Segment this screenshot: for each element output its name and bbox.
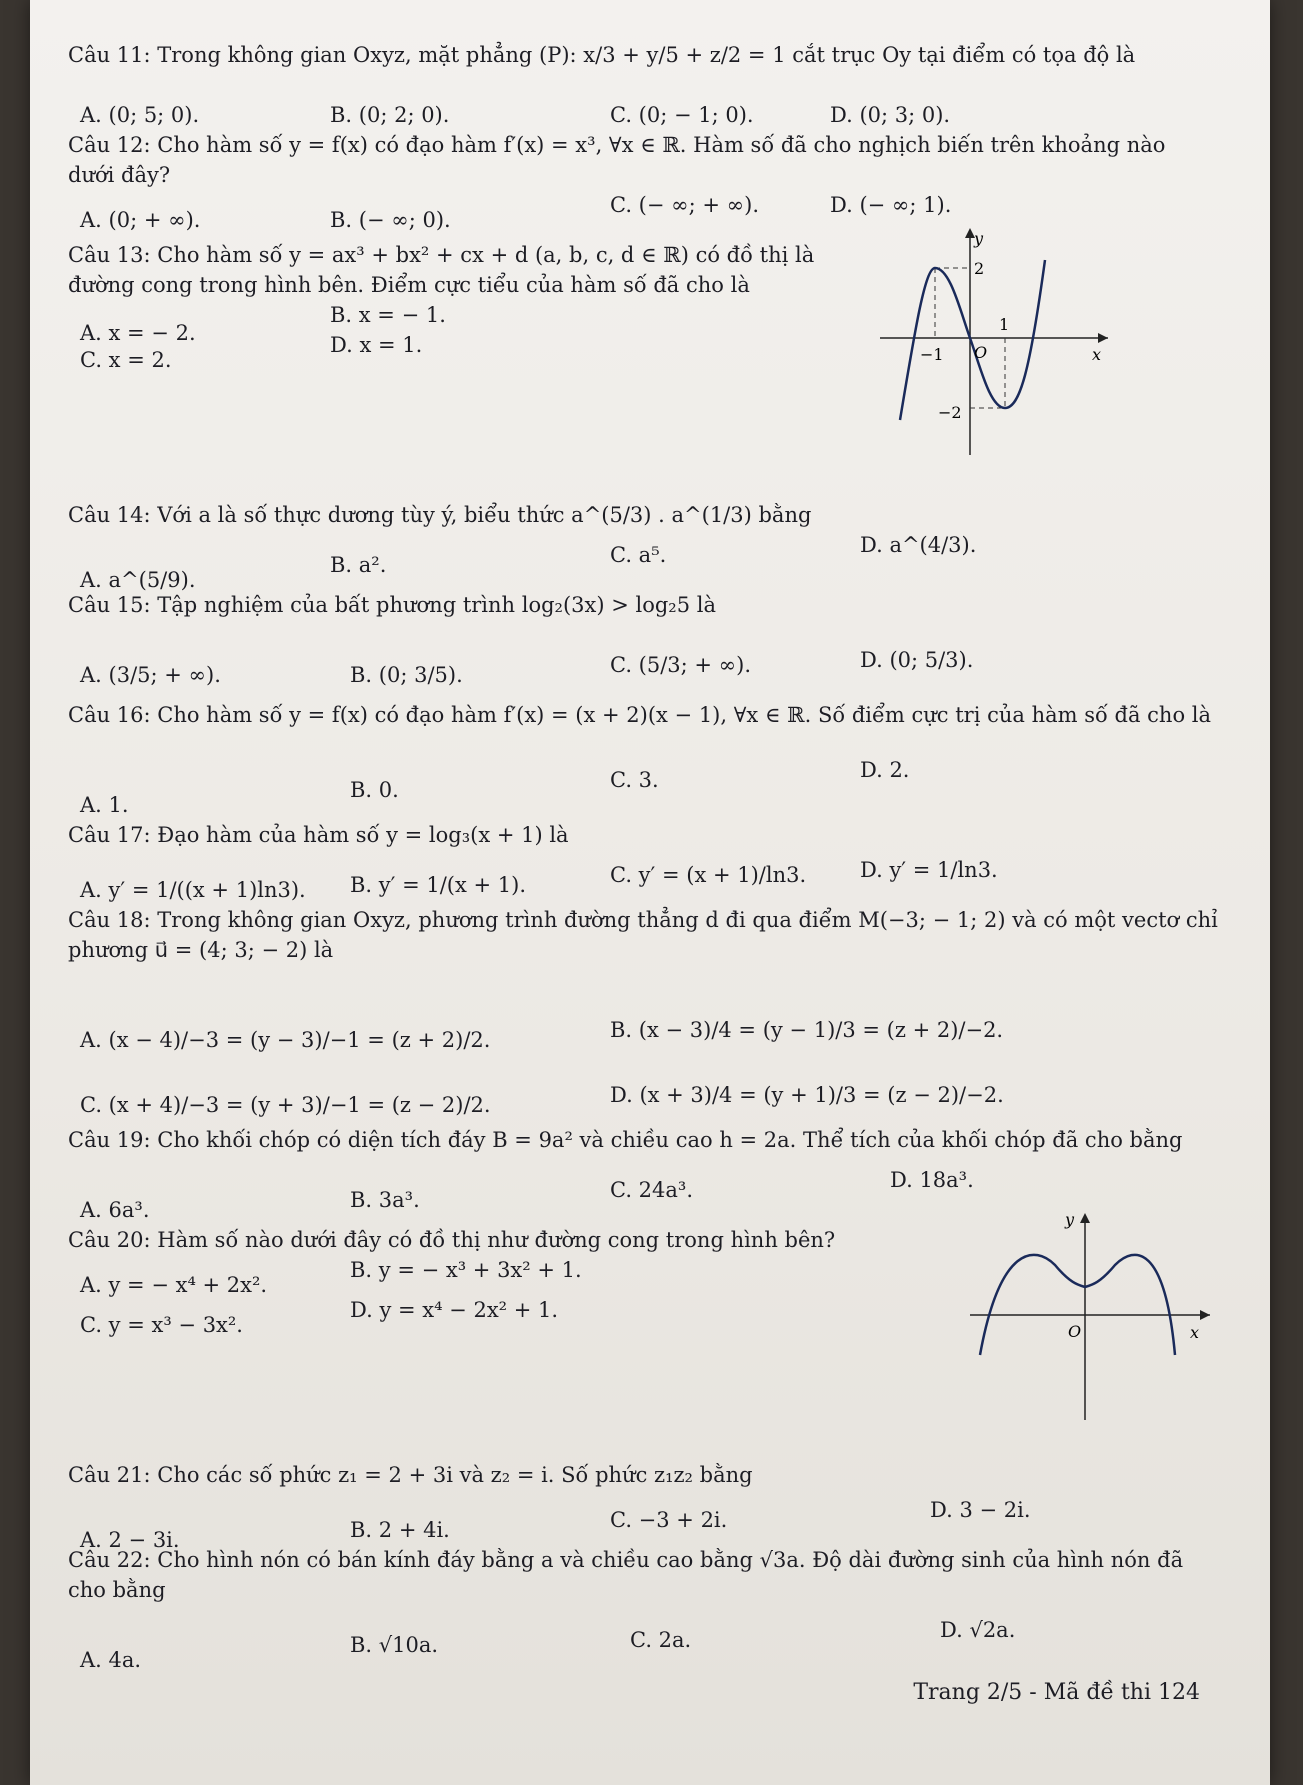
q15-option-a: A. (3/5; + ∞). bbox=[80, 663, 221, 687]
y-axis-arrow bbox=[1080, 1213, 1090, 1223]
q16-option-b: B. 0. bbox=[350, 778, 399, 802]
q19-option-a: A. 6a³. bbox=[80, 1198, 150, 1222]
q13-cubic-graph bbox=[870, 220, 1120, 460]
q21-option-b: B. 2 + 4i. bbox=[350, 1518, 450, 1542]
q21-option-c: C. −3 + 2i. bbox=[610, 1508, 728, 1532]
x-axis-arrow bbox=[1200, 1310, 1210, 1320]
q11-option-a: A. (0; 5; 0). bbox=[80, 103, 200, 127]
tick-m2-label: −2 bbox=[938, 403, 962, 422]
question-15: Câu 15: Tập nghiệm của bất phương trình log₂(3x) > log₂5 là bbox=[68, 593, 716, 617]
origin-label: O bbox=[974, 343, 988, 362]
q19-option-c: C. 24a³. bbox=[610, 1178, 694, 1202]
q20-option-a: A. y = − x⁴ + 2x². bbox=[80, 1273, 268, 1297]
question-11: Câu 11: Trong không gian Oxyz, mặt phẳng (P): x/3 + y/5 + z/2 = 1 cắt trục Oy tại điểm có tọa độ là bbox=[68, 43, 1136, 67]
q17-option-b: B. y′ = 1/(x + 1). bbox=[350, 873, 527, 897]
q13-option-a: A. x = − 2. bbox=[80, 321, 196, 345]
question-20: Câu 20: Hàm số nào dưới đây có đồ thị như đường cong trong hình bên? bbox=[68, 1228, 836, 1252]
q14-option-d: D. a^(4/3). bbox=[860, 533, 977, 557]
page-footer: Trang 2/5 - Mã đề thi 124 bbox=[913, 1680, 1200, 1705]
x-axis-label: x bbox=[1092, 345, 1102, 364]
question-19: Câu 19: Cho khối chóp có diện tích đáy B = 9a² và chiều cao h = 2a. Thể tích của khối chóp đã cho bằng bbox=[68, 1128, 1183, 1152]
q16-option-c: C. 3. bbox=[610, 768, 659, 792]
y-axis-label: y bbox=[974, 229, 984, 248]
q18-option-c: C. (x + 4)/−3 = (y + 3)/−1 = (z − 2)/2. bbox=[80, 1093, 491, 1117]
q12-option-b: B. (− ∞; 0). bbox=[330, 208, 451, 232]
tick-2-label: 2 bbox=[974, 259, 985, 278]
q14-option-c: C. a⁵. bbox=[610, 543, 667, 567]
q22-option-d: D. √2a. bbox=[940, 1618, 1016, 1642]
q17-option-d: D. y′ = 1/ln3. bbox=[860, 858, 998, 882]
y-axis-label: y bbox=[1065, 1210, 1075, 1229]
x-axis-label: x bbox=[1190, 1323, 1200, 1342]
q22-option-a: A. 4a. bbox=[80, 1648, 142, 1672]
q11-option-c: C. (0; − 1; 0). bbox=[610, 103, 754, 127]
q18-option-b: B. (x − 3)/4 = (y − 1)/3 = (z + 2)/−2. bbox=[610, 1018, 1004, 1042]
q16-option-a: A. 1. bbox=[80, 793, 129, 817]
q18-option-a: A. (x − 4)/−3 = (y − 3)/−1 = (z + 2)/2. bbox=[80, 1028, 491, 1052]
q12-option-d: D. (− ∞; 1). bbox=[830, 193, 952, 217]
q18-option-d: D. (x + 3)/4 = (y + 1)/3 = (z − 2)/−2. bbox=[610, 1083, 1004, 1107]
q22-option-b: B. √10a. bbox=[350, 1633, 439, 1657]
question-22: Câu 22: Cho hình nón có bán kính đáy bằng a và chiều cao bằng √3a. Độ dài đường sinh của hình nón đã cho bằng bbox=[68, 1548, 1184, 1602]
q20-option-d: D. y = x⁴ − 2x² + 1. bbox=[350, 1298, 559, 1322]
x-axis-arrow bbox=[1098, 333, 1108, 343]
q16-option-d: D. 2. bbox=[860, 758, 910, 782]
question-14: Câu 14: Với a là số thực dương tùy ý, biểu thức a^(5/3) . a^(1/3) bằng bbox=[68, 503, 812, 527]
q17-option-a: A. y′ = 1/((x + 1)ln3). bbox=[80, 878, 306, 902]
q15-option-b: B. (0; 3/5). bbox=[350, 663, 463, 687]
question-16: Câu 16: Cho hàm số y = f(x) có đạo hàm f′(x) = (x + 2)(x − 1), ∀x ∈ ℝ. Số điểm cực trị của hàm số đã cho là bbox=[68, 703, 1212, 727]
q20-option-b: B. y = − x³ + 3x² + 1. bbox=[350, 1258, 582, 1282]
q13-option-b: B. x = − 1. bbox=[330, 303, 446, 327]
q20-quartic-graph bbox=[960, 1205, 1220, 1425]
q11-option-d: D. (0; 3; 0). bbox=[830, 103, 951, 127]
q22-option-c: C. 2a. bbox=[630, 1628, 692, 1652]
q19-option-d: D. 18a³. bbox=[890, 1168, 974, 1192]
q19-option-b: B. 3a³. bbox=[350, 1188, 420, 1212]
question-21: Câu 21: Cho các số phức z₁ = 2 + 3i và z₂ = i. Số phức z₁z₂ bằng bbox=[68, 1463, 753, 1487]
q11-option-b: B. (0; 2; 0). bbox=[330, 103, 450, 127]
cubic-curve bbox=[900, 260, 1045, 420]
exam-page bbox=[30, 0, 1270, 1785]
question-13: Câu 13: Cho hàm số y = ax³ + bx² + cx + d (a, b, c, d ∈ ℝ) có đồ thị là đường cong trong hình bên. Điểm cực tiểu của hàm số đã cho là bbox=[68, 243, 815, 297]
q15-option-c: C. (5/3; + ∞). bbox=[610, 653, 752, 677]
q20-option-c: C. y = x³ − 3x². bbox=[80, 1313, 243, 1337]
q13-option-c: C. x = 2. bbox=[80, 348, 172, 372]
q17-option-c: C. y′ = (x + 1)/ln3. bbox=[610, 863, 807, 887]
q15-option-d: D. (0; 5/3). bbox=[860, 648, 974, 672]
tick-1-label: 1 bbox=[999, 315, 1010, 334]
q13-option-d: D. x = 1. bbox=[330, 333, 423, 357]
q12-option-a: A. (0; + ∞). bbox=[80, 208, 201, 232]
question-18: Câu 18: Trong không gian Oxyz, phương trình đường thẳng d đi qua điểm M(−3; − 1; 2) và có một vectơ chỉ phương u⃗ = (4; 3; − 2) là bbox=[68, 908, 1218, 962]
question-12: Câu 12: Cho hàm số y = f(x) có đạo hàm f′(x) = x³, ∀x ∈ ℝ. Hàm số đã cho nghịch biến trên khoảng nào dưới đây? bbox=[68, 133, 1166, 187]
q14-option-a: A. a^(5/9). bbox=[80, 568, 196, 592]
q12-option-c: C. (− ∞; + ∞). bbox=[610, 193, 760, 217]
question-17: Câu 17: Đạo hàm của hàm số y = log₃(x + 1) là bbox=[68, 823, 569, 847]
tick-m1-label: −1 bbox=[920, 345, 944, 364]
origin-label: O bbox=[1068, 1322, 1082, 1341]
q21-option-d: D. 3 − 2i. bbox=[930, 1498, 1031, 1522]
q14-option-b: B. a². bbox=[330, 553, 387, 577]
q21-option-a: A. 2 − 3i. bbox=[80, 1528, 180, 1552]
